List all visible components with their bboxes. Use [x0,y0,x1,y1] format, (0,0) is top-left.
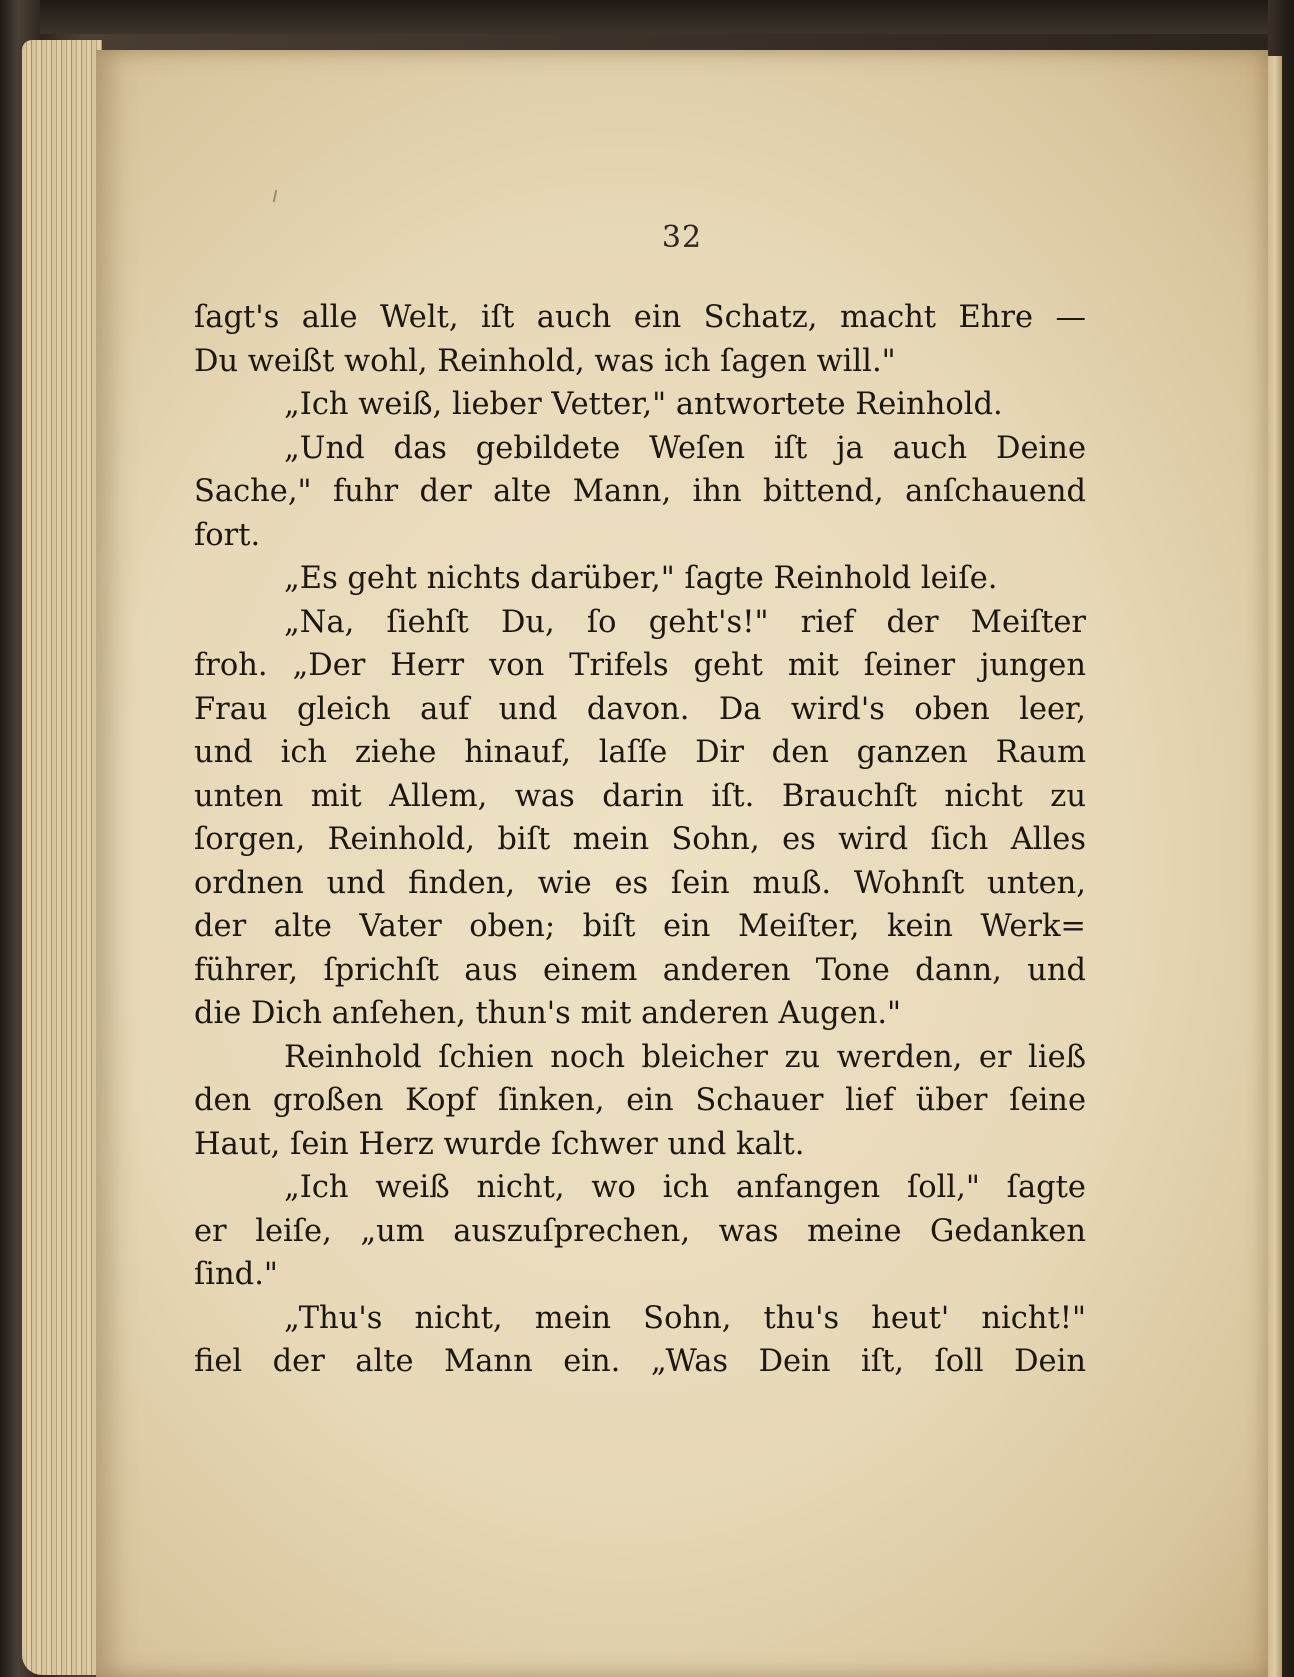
text-line: fort. [194,517,261,553]
text-line: Reinhold ſchien noch bleicher zu werden, er ließ [284,1039,1086,1075]
text-line: ordnen und finden, wie es ſein muß. Wohnſt unten, [194,865,1086,901]
page-text [194,296,1086,1384]
text-line: „Und das gebildete Weſen iſt ja auch Deine [284,430,1086,466]
text-line: froh. „Der Herr von Trifels geht mit ſeiner jungen [194,648,1086,683]
text-line: Du weißt wohl, Reinhold, was ich ſagen will." [194,343,896,379]
text-line: ſind." [194,1257,278,1292]
text-line: den großen Kopf ſinken, ein Schauer lief über ſeine [194,1083,1086,1118]
text-line: ſagt's alle Welt, iſt auch ein Schatz, macht Ehre — [194,300,1086,335]
text-line: die Dich anſehen, thun's mit anderen Augen." [194,996,902,1031]
text-line: „Es geht nichts darüber," ſagte Reinhold leiſe. [284,561,998,596]
text-line: Sache," fuhr der alte Mann, ihn bittend, anſchauend [194,474,1086,509]
text-line: er leiſe, „um auszuſprechen, was meine Gedanken [194,1213,1086,1249]
text-line: unten mit Allem, was darin iſt. Brauchſt nicht zu [194,778,1086,814]
text-line: der alte Vater oben; biſt ein Meiſter, kein Werk= [194,909,1086,944]
text-line: und ich ziehe hinauf, laſſe Dir den ganzen Raum [194,735,1086,770]
text-line: „Ich weiß nicht, wo ich anfangen ſoll," ſagte [284,1170,1086,1205]
text-line: Haut, ſein Herz wurde ſchwer und kalt. [194,1126,805,1162]
text-line: ſorgen, Reinhold, biſt mein Sohn, es wird ſich Alles [194,822,1086,857]
text-line: führer, ſprichſt aus einem anderen Tone dann, und [194,952,1086,988]
page-number: 32 [661,220,703,255]
text-line: „Ich weiß, lieber Vetter," antwortete Reinhold. [284,387,1003,422]
text-line: „Thu's nicht, mein Sohn, thu's heut' nicht!" [284,1300,1086,1336]
text-line: „Na, ſiehſt Du, ſo geht's!" rief der Meiſter [284,604,1086,640]
stacked-page-edges [22,40,102,1675]
text-line: Frau gleich auf und davon. Da wird's oben leer, [194,691,1086,727]
book-cover-top-edge [0,0,1294,34]
text-line: fiel der alte Mann ein. „Was Dein iſt, ſoll Dein [194,1344,1086,1379]
pencil-mark [273,190,277,202]
